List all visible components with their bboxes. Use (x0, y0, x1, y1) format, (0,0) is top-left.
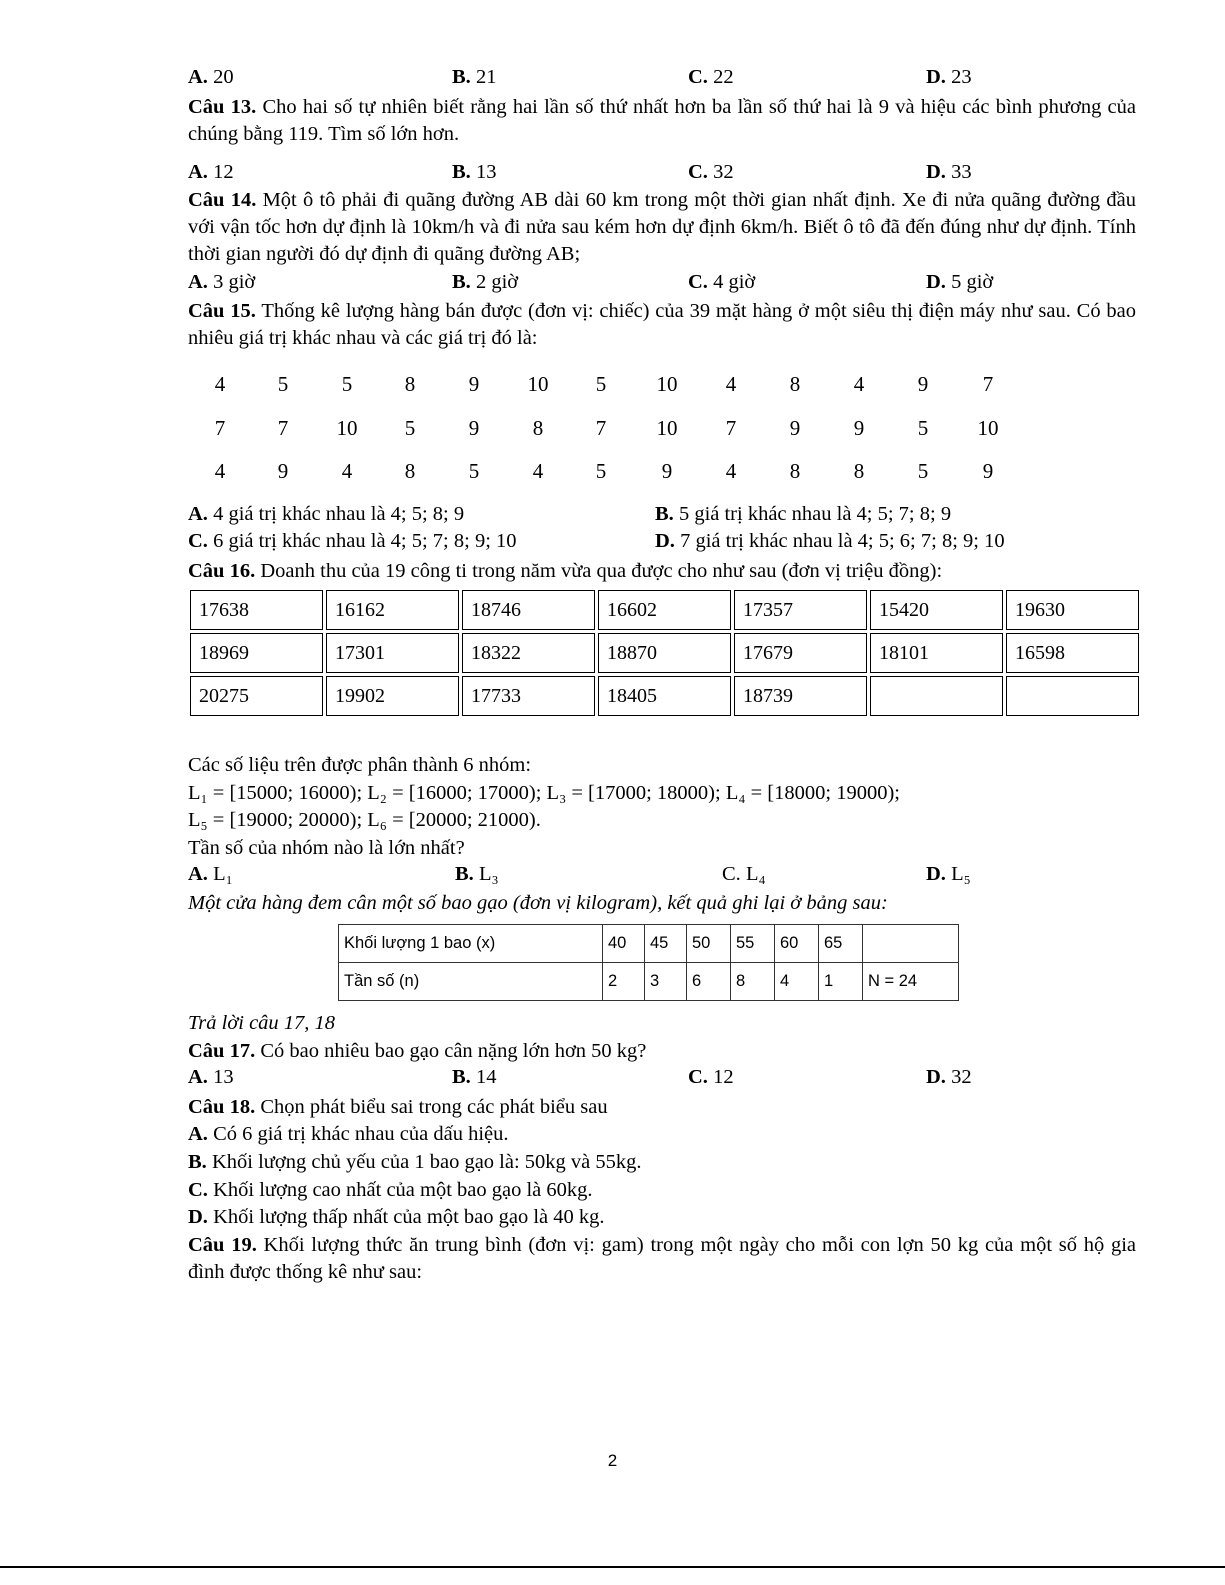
question-label: Câu 13. (188, 96, 257, 118)
q16-groups-line-1: L₁ = [15000; 16000); L₂ = [16000; 17000); L₃ = [17000; 18000); L₄ = [18000; 19000); (188, 782, 900, 804)
option-text: L₁ (213, 863, 233, 885)
option-letter: B. (655, 503, 674, 525)
q15-data-value: 5 (468, 459, 480, 483)
q15-data-value: 4 (214, 372, 226, 396)
option-letter: A. (188, 503, 208, 525)
q15-data-value: 9 (917, 372, 929, 396)
q15-data-value: 8 (404, 459, 416, 483)
option-text: 12 (713, 1066, 734, 1088)
revenue-cell: 17679 (734, 633, 867, 673)
revenue-cell: 18870 (598, 633, 731, 673)
q15-data-value: 9 (468, 416, 480, 440)
q15-option-a (188, 503, 464, 526)
q13-option-b (452, 161, 496, 184)
q17-option-c (688, 1066, 734, 1089)
question-text: Cho hai số tự nhiên biết rằng hai lần số thứ nhất hơn ba lần số thứ hai là 9 và hiệu các bình phương của chúng bằng 119. Tìm số lớn hơn. (188, 96, 1136, 145)
option-letter: A. (188, 66, 208, 88)
option-letter: C. (688, 271, 708, 293)
question-label: Câu 16. (188, 560, 256, 582)
footer-rule (0, 1566, 1225, 1568)
q15-data-value: 4 (341, 459, 353, 483)
rice-weight-cell: 45 (645, 925, 687, 963)
option-text: Khối lượng cao nhất của một bao gạo là 60kg. (213, 1179, 593, 1201)
rice-frequency-cell: 3 (645, 963, 687, 1001)
q15-option-b (655, 503, 951, 526)
q15-option-d (655, 530, 1005, 553)
rice-frequency-cell: 4 (775, 963, 819, 1001)
q15-data-row (200, 416, 1010, 448)
option-text: L₅ (951, 863, 971, 885)
q15-data-value: 5 (595, 372, 607, 396)
q17-option-d (926, 1066, 972, 1089)
option-letter: D. (926, 1066, 946, 1088)
q15-data-value: 10 (977, 416, 999, 440)
q15-data-value: 10 (527, 372, 549, 396)
option-text: L₃ (478, 863, 499, 885)
option-text: 14 (475, 1066, 497, 1088)
q16-sub-question: Tần số của nhóm nào là lớn nhất? (188, 837, 465, 859)
q12-option-b (452, 66, 496, 89)
revenue-cell: 18405 (598, 676, 731, 716)
page-number: 2 (607, 1451, 618, 1470)
rice-row-label: Tần số (n) (339, 963, 603, 1001)
option-letter: D. (926, 271, 946, 293)
option-letter: C. (688, 66, 708, 88)
option-letter: C. (688, 1066, 708, 1088)
option-letter: B. (452, 161, 471, 183)
rice-weight-cell: 55 (731, 925, 775, 963)
option-letter: D. (926, 161, 946, 183)
q14-option-c (688, 271, 755, 294)
q15-data-value: 7 (214, 416, 226, 440)
q18-option-b (188, 1149, 1138, 1176)
option-letter: C. (188, 530, 208, 552)
q15-data-value: 9 (789, 416, 801, 440)
revenue-cell: 17301 (326, 633, 459, 673)
question-label: Câu 19. (188, 1234, 257, 1256)
revenue-cell: 18746 (462, 590, 595, 630)
revenue-cell (870, 676, 1003, 716)
option-letter: A. (188, 1123, 208, 1145)
rice-weight-cell: 40 (603, 925, 645, 963)
option-text: 33 (951, 161, 972, 183)
q16-option-b (455, 863, 499, 886)
q18-option-a (188, 1121, 1138, 1148)
q17-question (188, 1038, 1138, 1065)
q15-data-row (200, 459, 1010, 491)
option-text: Khối lượng chủ yếu của 1 bao gạo là: 50kg và 55kg. (211, 1151, 642, 1173)
option-text: 23 (951, 66, 972, 88)
revenue-cell: 19630 (1006, 590, 1139, 630)
rice-intro: Một cửa hàng đem cân một số bao gạo (đơn vị kilogram), kết quả ghi lại ở bảng sau: (188, 892, 888, 914)
q14-option-d (926, 271, 993, 294)
option-text: 32 (713, 161, 734, 183)
revenue-cell: 20275 (190, 676, 323, 716)
q14-question (188, 187, 1136, 268)
q18-option-c (188, 1177, 1138, 1204)
q13-question (188, 94, 1136, 148)
q15-data-value: 4 (725, 372, 737, 396)
q15-data-value: 9 (277, 459, 289, 483)
revenue-cell: 17733 (462, 676, 595, 716)
rice-frequency-cell: 8 (731, 963, 775, 1001)
q17-option-b (452, 1066, 496, 1089)
q15-data-value: 10 (336, 416, 358, 440)
option-text: 4 giá trị khác nhau là 4; 5; 8; 9 (213, 503, 465, 525)
revenue-row (190, 676, 1139, 716)
q16-groups-intro: Các số liệu trên được phân thành 6 nhóm: (188, 754, 532, 776)
q15-data-value: 7 (725, 416, 737, 440)
option-letter: C. (722, 863, 741, 885)
q15-data-value: 4 (214, 459, 226, 483)
option-text: 22 (713, 66, 734, 88)
rice-row-label: Khối lượng 1 bao (x) (339, 925, 603, 963)
option-letter: C. (188, 1179, 208, 1201)
revenue-cell: 18739 (734, 676, 867, 716)
q14-option-b (452, 271, 518, 294)
q12-option-d (926, 66, 972, 89)
option-text: Khối lượng thấp nhất của một bao gạo là 40 kg. (213, 1206, 605, 1228)
q15-data-value: 4 (853, 372, 865, 396)
option-text: 32 (951, 1066, 972, 1088)
q13-option-a (188, 161, 234, 184)
q16-option-a (188, 863, 233, 886)
q13-option-d (926, 161, 972, 184)
option-letter: D. (188, 1206, 208, 1228)
revenue-cell: 16162 (326, 590, 459, 630)
option-letter: A. (188, 271, 208, 293)
revenue-cell: 15420 (870, 590, 1003, 630)
rice-weight-cell: 50 (687, 925, 731, 963)
rice-frequency-row (339, 963, 959, 1001)
q13-option-c (688, 161, 734, 184)
revenue-cell: 19902 (326, 676, 459, 716)
option-letter: D. (926, 863, 946, 885)
q12-option-a (188, 66, 234, 89)
question-text: Có bao nhiêu bao gạo cân nặng lớn hơn 50 kg? (255, 1040, 647, 1062)
option-text: 2 giờ (475, 271, 519, 293)
q18-option-d (188, 1204, 1138, 1231)
q15-data-value: 8 (532, 416, 544, 440)
option-letter: B. (455, 863, 474, 885)
revenue-cell: 18969 (190, 633, 323, 673)
option-text: 21 (475, 66, 497, 88)
q15-question (188, 298, 1136, 352)
option-text: 13 (213, 1066, 234, 1088)
option-letter: B. (452, 66, 471, 88)
option-text: 4 giờ (713, 271, 756, 293)
rice-frequency-cell: N = 24 (863, 963, 959, 1001)
option-text: 6 giá trị khác nhau là 4; 5; 7; 8; 9; 10 (213, 530, 517, 552)
q18-question (188, 1094, 1138, 1121)
q15-data-value: 5 (917, 416, 929, 440)
rice-frequency-cell: 2 (603, 963, 645, 1001)
rice-frequency-cell: 6 (687, 963, 731, 1001)
q15-data-value: 9 (661, 459, 673, 483)
q15-data-value: 4 (532, 459, 544, 483)
option-letter: A. (188, 161, 208, 183)
revenue-cell: 16602 (598, 590, 731, 630)
q17-option-a (188, 1066, 234, 1089)
q15-data-value: 8 (789, 372, 801, 396)
q14-option-a (188, 271, 255, 294)
q16-question (188, 558, 1138, 585)
question-label: Câu 17. (188, 1040, 256, 1062)
revenue-cell: 18101 (870, 633, 1003, 673)
q15-data-value: 7 (595, 416, 607, 440)
q15-data-value: 9 (982, 459, 994, 483)
option-text: Có 6 giá trị khác nhau của dấu hiệu. (213, 1123, 509, 1145)
q15-data-value: 5 (277, 372, 289, 396)
q12-option-c (688, 66, 734, 89)
question-label: Câu 15. (188, 300, 256, 322)
revenue-cell: 18322 (462, 633, 595, 673)
revenue-cell: 17638 (190, 590, 323, 630)
option-letter: A. (188, 863, 208, 885)
option-letter: A. (188, 1066, 208, 1088)
q16-option-d (926, 863, 971, 886)
rice-weight-row (339, 925, 959, 963)
option-letter: B. (188, 1151, 207, 1173)
question-text: Thống kê lượng hàng bán được (đơn vị: chiếc) của 39 mặt hàng ở một siêu thị điện máy như sau. Có bao nhiêu giá trị khác nhau và các giá trị đó là: (188, 300, 1136, 349)
rice-weight-cell (863, 925, 959, 963)
q15-data-value: 8 (853, 459, 865, 483)
q15-data-value: 9 (468, 372, 480, 396)
q15-data-value: 7 (982, 372, 994, 396)
option-text: 20 (213, 66, 234, 88)
q16-groups-line-2: L₅ = [19000; 20000); L₆ = [20000; 21000). (188, 809, 541, 831)
option-letter: B. (452, 1066, 471, 1088)
option-letter: D. (655, 530, 675, 552)
q15-data-value: 10 (656, 416, 678, 440)
rice-answer-note: Trả lời câu 17, 18 (188, 1012, 336, 1034)
option-text: 3 giờ (213, 271, 256, 293)
q19-question (188, 1232, 1136, 1286)
rice-weight-cell: 60 (775, 925, 819, 963)
rice-frequency-cell: 1 (819, 963, 863, 1001)
revenue-cell: 16598 (1006, 633, 1139, 673)
q15-data-value: 7 (277, 416, 289, 440)
question-label: Câu 14. (188, 189, 257, 211)
option-text: 12 (213, 161, 234, 183)
q15-data-value: 8 (404, 372, 416, 396)
revenue-row (190, 633, 1139, 673)
option-text: L₄ (745, 863, 766, 885)
q15-data-value: 9 (853, 416, 865, 440)
question-text: Doanh thu của 19 công ti trong năm vừa qua được cho như sau (đơn vị triệu đồng): (255, 560, 943, 582)
q15-data-value: 4 (725, 459, 737, 483)
q15-data-value: 5 (341, 372, 353, 396)
question-text: Chọn phát biểu sai trong các phát biểu sau (255, 1096, 608, 1118)
q15-data-value: 8 (789, 459, 801, 483)
option-letter: D. (926, 66, 946, 88)
option-letter: B. (452, 271, 471, 293)
q15-data-value: 5 (595, 459, 607, 483)
option-text: 7 giá trị khác nhau là 4; 5; 6; 7; 8; 9; 10 (680, 530, 1005, 552)
rice-weight-cell: 65 (819, 925, 863, 963)
q16-option-c (722, 863, 766, 886)
question-text: Một ô tô phải đi quãng đường AB dài 60 km trong một thời gian nhất định. Xe đi nửa quãng đường đầu với vận tốc hơn dự định là 10km/h và đi nửa sau kém hơn dự định 6km/h. Biết ô tô đã đến đúng như dự định. Tính thời gian người đó dự định đi quãng đường AB; (188, 189, 1136, 265)
q15-data-value: 10 (656, 372, 678, 396)
question-text: Khối lượng thức ăn trung bình (đơn vị: gam) trong một ngày cho mỗi con lợn 50 kg của một số hộ gia đình được thống kê như sau: (188, 1234, 1137, 1283)
question-label: Câu 18. (188, 1096, 256, 1118)
q15-data-row (200, 372, 1010, 404)
option-text: 5 giá trị khác nhau là 4; 5; 7; 8; 9 (678, 503, 952, 525)
rice-frequency-table (338, 924, 959, 1001)
option-letter: C. (688, 161, 708, 183)
q15-option-c (188, 530, 517, 553)
revenue-row (190, 590, 1139, 630)
revenue-cell (1006, 676, 1139, 716)
q15-data-value: 5 (404, 416, 416, 440)
revenue-table (187, 587, 1142, 719)
option-text: 13 (475, 161, 497, 183)
revenue-cell: 17357 (734, 590, 867, 630)
q15-data-value: 5 (917, 459, 929, 483)
option-text: 5 giờ (951, 271, 994, 293)
